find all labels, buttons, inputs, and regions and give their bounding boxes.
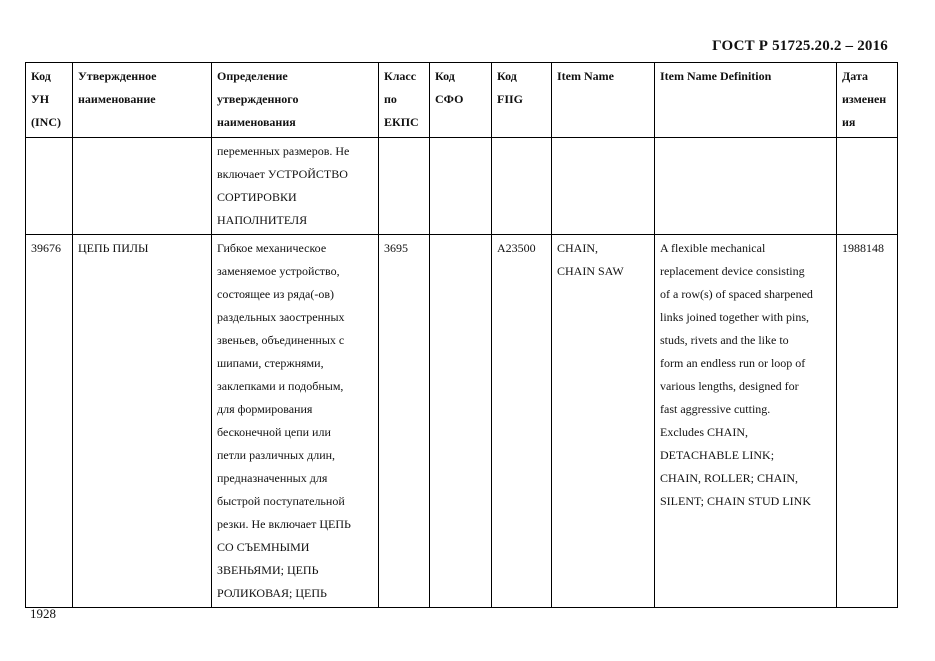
cell-fiig-code: A23500 [492, 235, 552, 608]
column-header-fiig-code: Код FIIG [492, 63, 552, 138]
document-code: ГОСТ Р 51725.20.2 – 2016 [712, 38, 888, 54]
catalog-table [25, 62, 898, 608]
table-header-row [26, 63, 898, 138]
cell-approved-name [73, 138, 212, 235]
cell-change-date [837, 138, 898, 235]
cell-inc [26, 138, 73, 235]
column-header-definition: Определение утвержденного наименования [212, 63, 379, 138]
cell-item-name-definition [655, 138, 837, 235]
cell-ekps-class [379, 138, 430, 235]
column-header-item-name: Item Name [552, 63, 655, 138]
cell-item-name [552, 138, 655, 235]
column-header-approved-name: Утвержденное наименование [73, 63, 212, 138]
column-header-ekps-class: Класс по ЕКПС [379, 63, 430, 138]
cell-definition: переменных размеров. Не включает УСТРОЙСТВО СОРТИРОВКИ НАПОЛНИТЕЛЯ [212, 138, 379, 235]
cell-item-name-definition: A flexible mechanical replacement device consisting of a row(s) of spaced sharpened links joined together with pins, studs, rivets and the like to form an endless run or loop of various lengths, designed for fast aggressive cutting. Excludes CHAIN, DETACHABLE LINK; CHAIN, ROLLER; CHAIN, SILENT; CHAIN STUD LINK [655, 235, 837, 608]
cell-change-date: 1988148 [837, 235, 898, 608]
cell-approved-name: ЦЕПЬ ПИЛЫ [73, 235, 212, 608]
cell-item-name: CHAIN, CHAIN SAW [552, 235, 655, 608]
cell-sfo-code [430, 235, 492, 608]
column-header-inc: Код УН (INC) [26, 63, 73, 138]
cell-sfo-code [430, 138, 492, 235]
table-row [26, 138, 898, 235]
table-row [26, 235, 898, 608]
page-number: 1928 [30, 606, 56, 621]
cell-ekps-class: 3695 [379, 235, 430, 608]
column-header-item-name-definition: Item Name Definition [655, 63, 837, 138]
cell-inc: 39676 [26, 235, 73, 608]
cell-definition: Гибкое механическое заменяемое устройство, состоящее из ряда(-ов) раздельных заостренных звеньев, объединенных с шипами, стержнями, заклепками и подобным, для формирования бесконечной цепи или петли различных длин, предназначенных для быстрой поступательной резки. Не включает ЦЕПЬ СО СЪЕМНЫМИ ЗВЕНЬЯМИ; ЦЕПЬ РОЛИКОВАЯ; ЦЕПЬ [212, 235, 379, 608]
column-header-sfo-code: Код СФО [430, 63, 492, 138]
cell-fiig-code [492, 138, 552, 235]
column-header-change-date: Дата изменен ия [837, 63, 898, 138]
